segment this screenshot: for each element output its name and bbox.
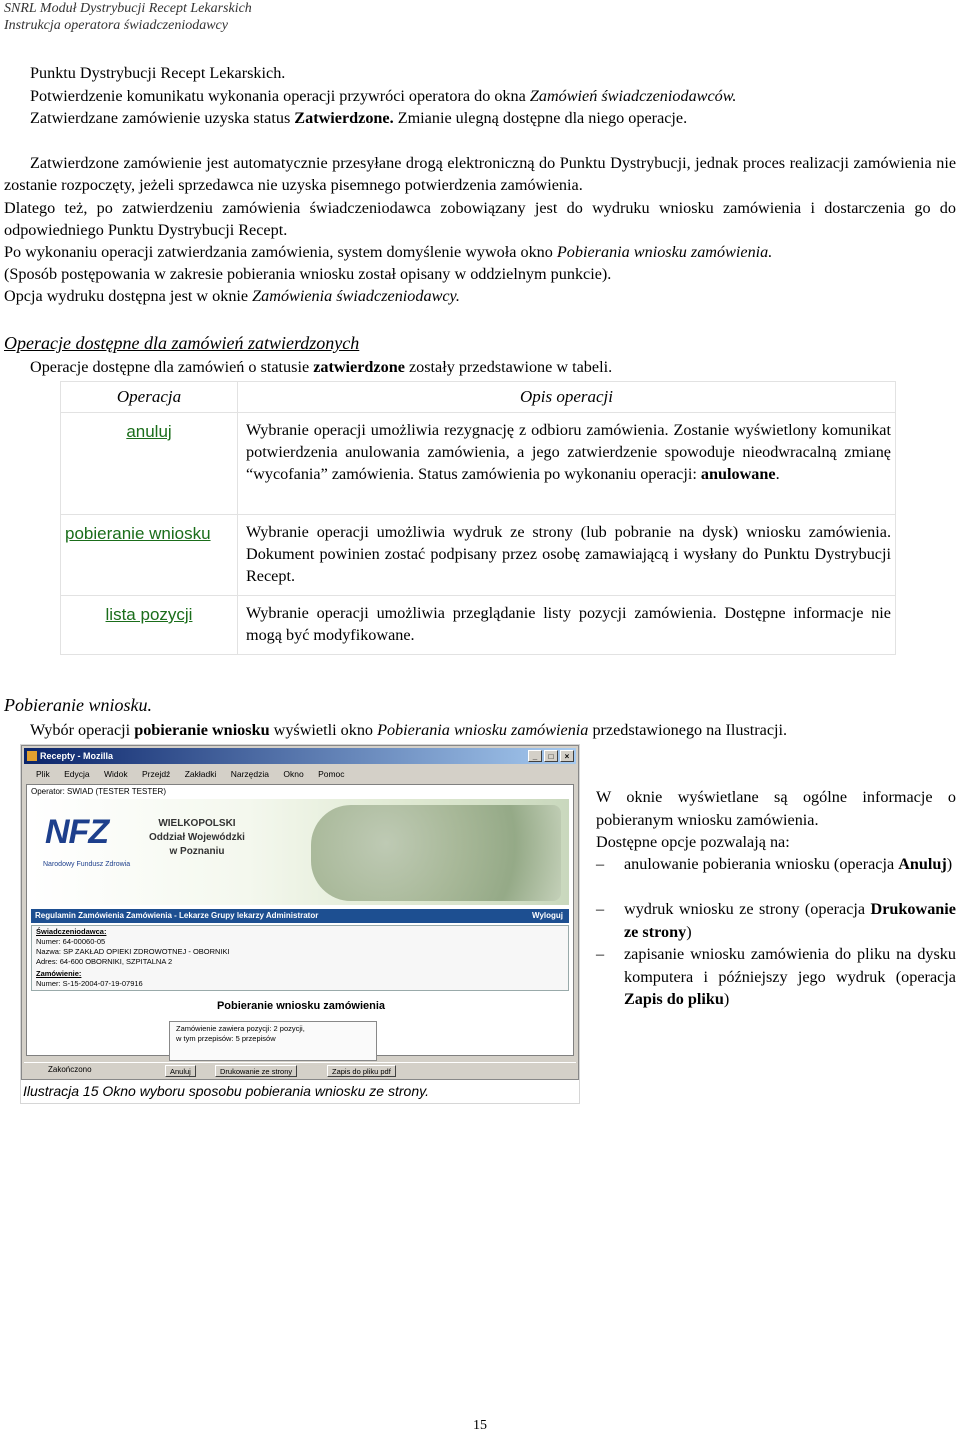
operation-description: Wybranie operacji umożliwia wydruk ze strony (lub pobranie na dysk) wniosku zamówienia. Dokument powinien zostać podpisany przez osobę zamawiającą i wysłany do Punktu Dystrybucji Recept. xyxy=(238,515,896,596)
menu-widok[interactable]: Widok xyxy=(103,769,128,779)
section-lead: Operacje dostępne dla zamówień o statusie zatwierdzone zostały przedstawione w tabeli. xyxy=(30,358,613,376)
illustration-frame xyxy=(20,744,580,1104)
table-row xyxy=(61,596,896,655)
table-header-description: Opis operacji xyxy=(238,382,896,413)
operation-description: Wybranie operacji umożliwia rezygnację z odbioru zamówienia. Zostanie wyświetlony komunikat potwierdzenia anulowania zamówienia, a jego zatwierdzenie spowoduje nieodwracalną zmianę “wycofania” zamówienia. Status zamówienia po wykonaniu operacji: anulowane. xyxy=(238,413,896,515)
operator-label: Operator: SWIAD (TESTER TESTER) xyxy=(31,787,166,796)
menu-edycja[interactable]: Edycja xyxy=(64,769,90,779)
maximize-icon[interactable]: □ xyxy=(544,750,558,762)
page-number: 15 xyxy=(473,1418,487,1433)
paragraph-default-window: Po wykonaniu operacji zatwierdzania zamówienia, system domyślenie wywoła okno Pobierania wniosku zamówienia. xyxy=(4,243,773,261)
operation-link-anuluj[interactable]: anuluj xyxy=(126,422,172,441)
browser-icon xyxy=(27,751,37,761)
paragraph-procedure-note: (Sposób postępowania w zakresie pobierania wniosku został opisany w oddzielnym punkcie). xyxy=(4,265,612,283)
menu-zakladki[interactable]: Zakładki xyxy=(184,769,217,779)
minimize-icon[interactable]: _ xyxy=(528,750,542,762)
menu-plik[interactable]: Plik xyxy=(36,769,50,779)
menu-pomoc[interactable]: Pomoc xyxy=(318,769,345,779)
running-header-title: SNRL Moduł Dystrybucji Recept Lekarskich xyxy=(4,1,252,16)
nfz-logo: NFZ xyxy=(45,813,109,851)
intro-line-1: Punktu Dystrybucji Recept Lekarskich. xyxy=(30,64,286,82)
nfz-banner xyxy=(31,799,569,905)
browser-window xyxy=(21,745,579,1080)
print-page-button[interactable]: Drukowanie ze strony xyxy=(215,1065,297,1077)
operation-link-pobieranie-wniosku[interactable]: pobieranie wniosku xyxy=(65,524,211,543)
browser-statusbar: Zakończono xyxy=(24,1062,576,1077)
operations-table xyxy=(60,381,896,655)
menu-okno[interactable]: Okno xyxy=(283,769,304,779)
provider-info: Świadczeniodawca: Numer: 64-00060-05 Nazwa: SP ZAKŁAD OPIEKI ZDROWOTNEJ - OBORNIKI Adres: 64-600 OBORNIKI, SZPITALNA 2 Zamówienie: Numer: S-15-2004-07-19-07916 xyxy=(31,925,569,991)
intro-line-3: Zatwierdzane zamówienie uzyska status Zatwierdzone. Zmianie ulegną dostępne dla niego operacje. xyxy=(30,109,688,127)
download-window-title: Pobieranie wniosku zamówienia xyxy=(216,1000,386,1012)
section-heading-approved-operations: Operacje dostępne dla zamówień zatwierdzonych xyxy=(4,333,360,353)
order-summary-panel: Zamówienie zawiera pozycji: 2 pozycji, w tym przepisów: 5 przepisów xyxy=(169,1021,377,1061)
cancel-button[interactable]: Anuluj xyxy=(165,1065,196,1077)
logout-link[interactable]: Wyloguj xyxy=(532,911,563,920)
paragraph-print-option: Opcja wydruku dostępna jest w oknie Zamówienia świadczeniodawcy. xyxy=(4,287,460,305)
operation-link-lista-pozycji[interactable]: lista pozycji xyxy=(105,605,193,624)
table-row xyxy=(61,515,896,596)
section2-lead: Wybór operacji pobieranie wniosku wyświetli okno Pobierania wniosku zamówienia przedstawionego na Ilustracji. xyxy=(30,721,788,739)
operation-description: Wybranie operacji umożliwia przeglądanie listy pozycji zamówienia. Dostępne informacje nie mogą być modyfikowane. xyxy=(238,596,896,655)
intro-line-2: Potwierdzenie komunikatu wykonania operacji przywróci operatora do okna Zamówień świadczeniodawców. xyxy=(30,87,737,105)
close-icon[interactable]: × xyxy=(560,750,574,762)
side-paragraph-info: W oknie wyświetlane są ogólne informacje o pobieranym wniosku zamówienia. xyxy=(596,788,956,829)
banner-photo xyxy=(311,805,561,901)
menu-narzedzia[interactable]: Narzędzia xyxy=(230,769,269,779)
table-row xyxy=(61,413,896,515)
region-label: WIELKOPOLSKI Oddział Wojewódzki w Poznaniu xyxy=(149,818,245,857)
running-header-subtitle: Instrukcja operatora świadczeniodawcy xyxy=(4,18,228,33)
side-paragraph-options: Dostępne opcje pozwalają na: xyxy=(596,833,790,851)
section-heading-download: Pobieranie wniosku. xyxy=(4,695,152,715)
app-navbar xyxy=(31,909,569,923)
nfz-logo-subtitle: Narodowy Fundusz Zdrowia xyxy=(43,861,131,868)
save-pdf-button[interactable]: Zapis do pliku pdf xyxy=(327,1065,396,1077)
menu-przejdz[interactable]: Przejdź xyxy=(141,769,171,779)
browser-menubar xyxy=(24,766,576,782)
illustration-caption: Ilustracja 15 Okno wyboru sposobu pobierania wniosku ze strony. xyxy=(23,1083,429,1099)
nav-links[interactable]: Regulamin Zamówienia Zamówienia - Lekarze Grupy lekarzy Administrator xyxy=(35,911,319,920)
table-header-operation: Operacja xyxy=(61,382,238,413)
paragraph-automatic-send: Zatwierdzone zamówienie jest automatycznie przesyłane drogą elektroniczną do Punktu Dystrybucji, jednak proces realizacji zamówienia nie zostanie rozpoczęty, jeżeli sprzedawca nie uzyska pisemnego potwierdzenia zamówienia. xyxy=(4,154,956,194)
paragraph-print-obligation: Dlatego też, po zatwierdzeniu zamówienia świadczeniodawca zobowiązany jest do wydruku wniosku zamówienia i dostarczenia go do odpowiedniego Punktu Dystrybucji Recept. xyxy=(4,199,956,239)
window-titlebar: Recepty - Mozilla _ □ × xyxy=(24,748,576,764)
